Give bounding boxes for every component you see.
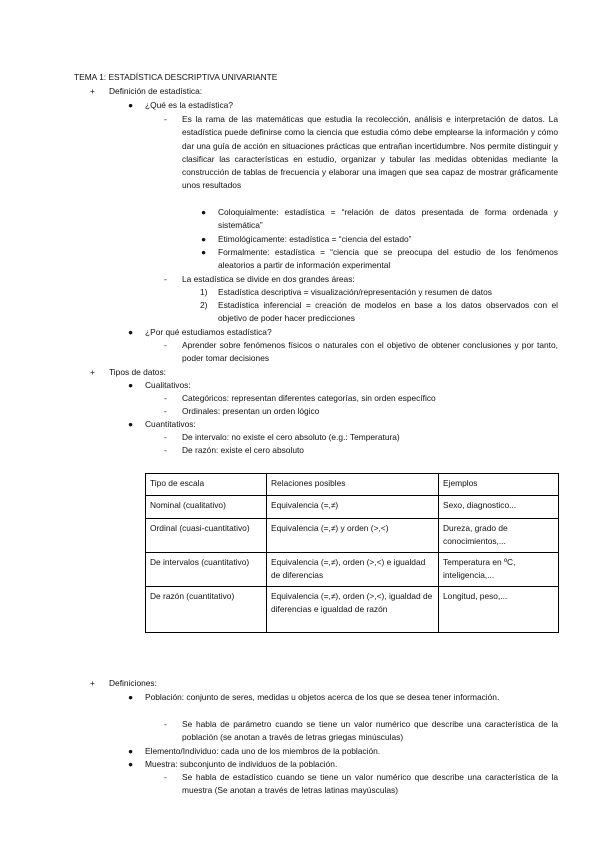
table-cell: Equivalencia (=,≠), orden (>,<) e igualdad de diferencias: [267, 553, 439, 587]
question-why: ¿Por qué estudiamos estadística?: [145, 327, 272, 337]
numbered-item-descriptiva: Estadística descriptiva = visualización/representación y resumen de datos: [218, 287, 492, 297]
dash-bullet-icon: -: [164, 340, 167, 350]
table-header-cell: Tipo de escala: [146, 474, 267, 496]
ordinales-text: Ordinales: presentan un orden lógico: [182, 406, 320, 416]
dash-bullet-icon: -: [164, 406, 167, 416]
estadistico-text: Se habla de estadístico cuando se tiene un valor numérico que describe una característica de la muestra (Se anotan a través de letras latinas mayúsculas): [182, 772, 558, 796]
dash-bullet-icon: -: [164, 432, 167, 442]
table-header-row: [146, 474, 559, 496]
dot-bullet-icon: ●: [201, 234, 207, 244]
table-cell: De razón (cuantitativo): [146, 587, 267, 633]
table-cell: Sexo, diagnostico...: [439, 496, 559, 519]
muestra-definition: Muestra: subconjunto de individuos de la población.: [145, 759, 338, 769]
plus-bullet-icon: +: [90, 367, 95, 377]
section-heading-tipos: Tipos de datos:: [109, 367, 166, 377]
dot-bullet-icon: ●: [128, 759, 134, 769]
scale-table: [145, 473, 559, 633]
table-cell: Equivalencia (=,≠), orden (>,<), igualdad de diferencias e igualdad de razón: [267, 587, 439, 633]
section-heading-definicion: Definición de estadística:: [109, 86, 203, 96]
dash-bullet-icon: -: [164, 274, 167, 284]
table-cell: Dureza, grado de conocimientos,...: [439, 519, 559, 553]
question-what-is: ¿Qué es la estadística?: [145, 100, 233, 110]
table-row: [146, 553, 559, 587]
table-cell: Nominal (cualitativo): [146, 496, 267, 519]
elemento-definition: Elemento/Individuo: cada uno de los miembros de la población.: [145, 746, 381, 756]
numbered-item-inferencial: Estadística inferencial = creación de modelos en base a los datos observados con el objetivo de poder hacer predicciones: [218, 300, 558, 324]
table-cell: Temperatura en ºC, inteligencia,...: [439, 553, 559, 587]
numbered-marker: 1): [200, 287, 208, 297]
dot-bullet-icon: ●: [128, 692, 134, 702]
dot-bullet-icon: ●: [128, 380, 134, 390]
table-cell: Ordinal (cuasi-cuantitativo): [146, 519, 267, 553]
cuantitativos-label: Cuantitativos:: [145, 419, 196, 429]
dot-bullet-icon: ●: [128, 100, 134, 110]
section-heading-definiciones: Definiciones:: [109, 678, 157, 688]
dot-bullet-icon: ●: [201, 207, 207, 217]
plus-bullet-icon: +: [90, 678, 95, 688]
dash-bullet-icon: -: [164, 114, 167, 124]
dash-bullet-icon: -: [164, 393, 167, 403]
poblacion-definition: Población: conjunto de seres, medidas u objetos acerca de los que se desea tener información.: [145, 692, 500, 702]
bullet-formalmente: Formalmente: estadística = “ciencia que se preocupa del estudio de los fenómenos aleatorios a partir de información experimental: [218, 247, 558, 271]
why-paragraph: Aprender sobre fenómenos físicos o naturales con el objetivo de obtener conclusiones y por tanto, poder tomar decisiones: [182, 340, 558, 364]
table-cell: Equivalencia (=,≠): [267, 496, 439, 519]
cualitativos-label: Cualitativos:: [145, 380, 191, 390]
table-cell: Equivalencia (=,≠) y orden (>,<): [267, 519, 439, 553]
categoricos-text: Categóricos: representan diferentes categorías, sin orden específico: [182, 393, 436, 403]
bullet-coloquialmente: Coloquialmente: estadística = “relación de datos presentada de forma ordenada y sistemática”: [218, 207, 558, 231]
table-header-cell: Ejemplos: [439, 474, 559, 496]
table-row: [146, 587, 559, 633]
table-row: [146, 496, 559, 519]
divide-text: La estadística se divide en dos grandes áreas:: [182, 274, 355, 284]
table-row: [146, 519, 559, 553]
plus-bullet-icon: +: [90, 86, 95, 96]
table-header-cell: Relaciones posibles: [267, 474, 439, 496]
dot-bullet-icon: ●: [128, 419, 134, 429]
dot-bullet-icon: ●: [201, 247, 207, 257]
table-cell: Longitud, peso,...: [439, 587, 559, 633]
definition-paragraph: Es la rama de las matemáticas que estudia la recolección, análisis e interpretación de datos. La estadística puede definirse como la ciencia que estudia cómo debe emplearse la información y cómo dar una guía de acción en situaciones prácticas que entrañan incertidumbre. Nos permite distinguir y clasificar las características en estudio, organizar y tabular las medidas obtenidas mediante la construcción de tablas de frecuencia y elaborar una imagen que sea capaz de mostrar gráficamente unos resultados: [182, 114, 558, 191]
dash-bullet-icon: -: [164, 445, 167, 455]
dot-bullet-icon: ●: [128, 327, 134, 337]
parametro-text: Se habla de parámetro cuando se tiene un valor numérico que describe una característica de la población (se anotan a través de letras griegas minúsculas): [182, 719, 558, 743]
razon-text: De razón: existe el cero absoluto: [182, 445, 304, 455]
bullet-etimologicamente: Etimológicamente: estadística = “ciencia del estado”: [218, 234, 412, 244]
dash-bullet-icon: -: [164, 719, 167, 729]
numbered-marker: 2): [200, 300, 208, 310]
page-title: TEMA 1: ESTADÍSTICA DESCRIPTIVA UNIVARIANTE: [74, 72, 278, 82]
dash-bullet-icon: -: [164, 772, 167, 782]
dot-bullet-icon: ●: [128, 746, 134, 756]
intervalo-text: De intervalo: no existe el cero absoluto (e.g.: Temperatura): [182, 432, 400, 442]
table-cell: De intervalos (cuantitativo): [146, 553, 267, 587]
